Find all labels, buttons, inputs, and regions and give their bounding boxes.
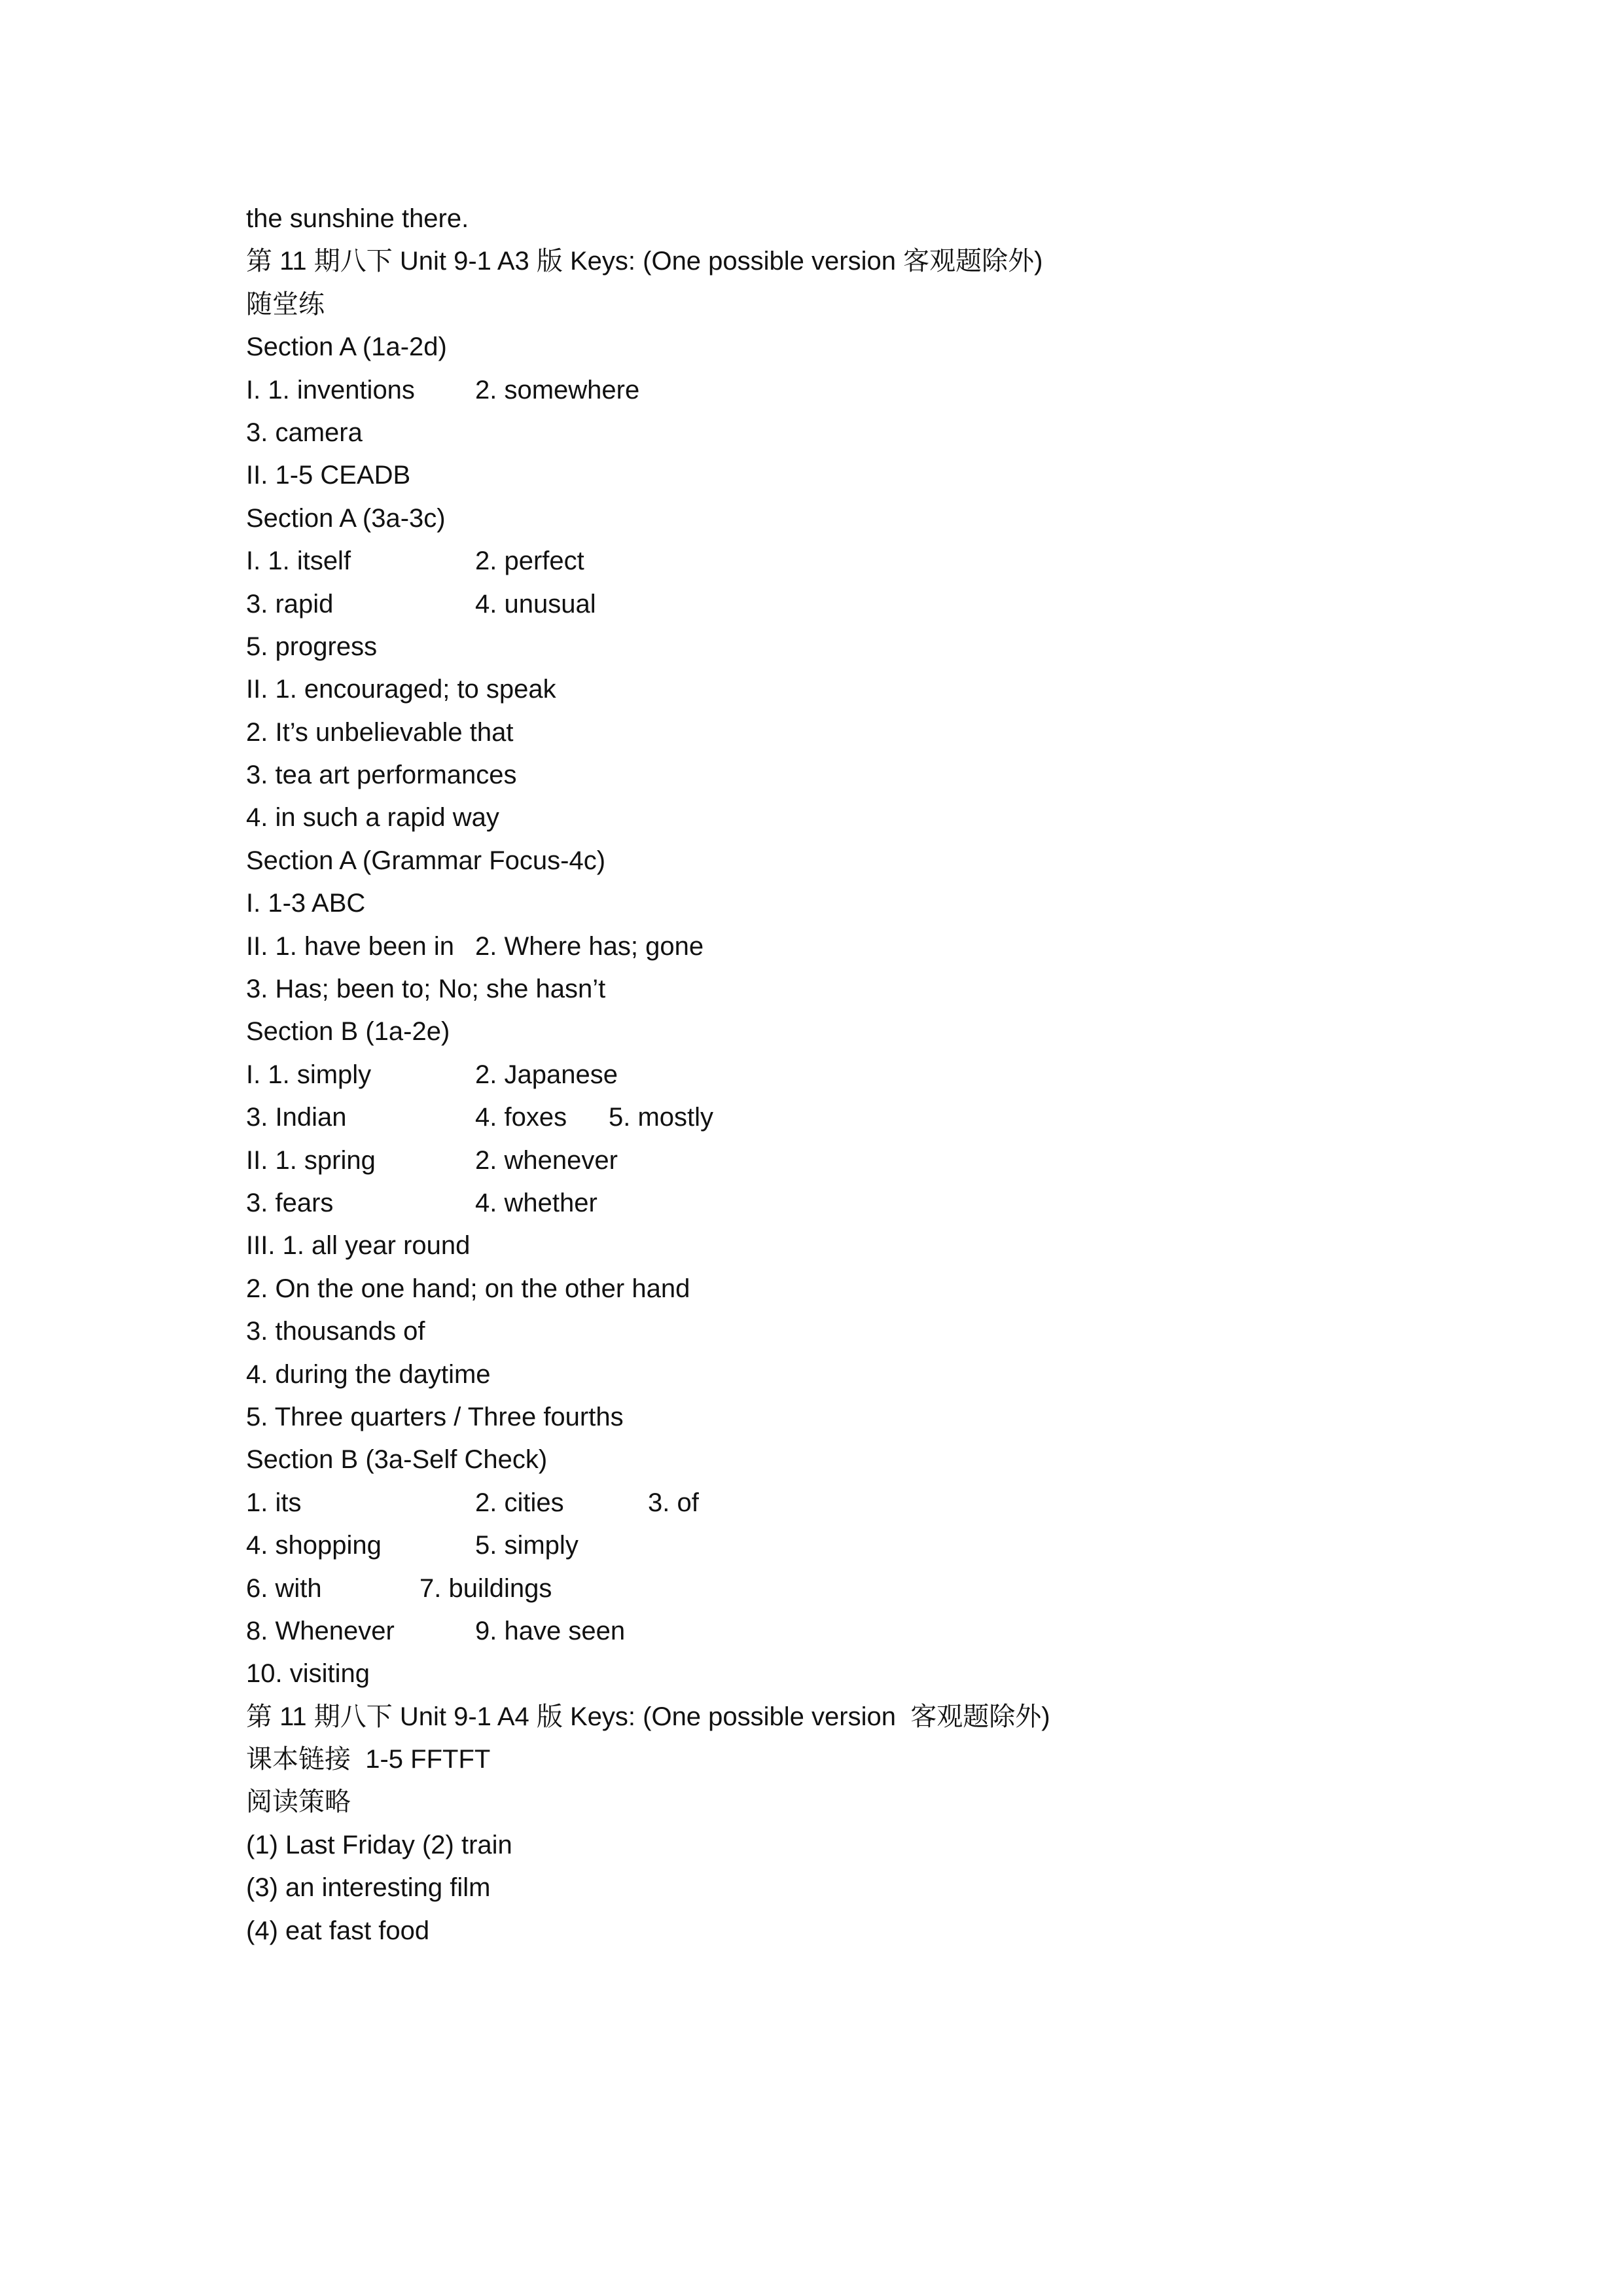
- text-line: [246, 968, 1489, 1011]
- line-text: II. 1. have been in: [246, 931, 455, 961]
- line-text: I. 1-3 ABC: [246, 889, 366, 918]
- text-line: [246, 1011, 1489, 1053]
- line-text: 4. in such a rapid way: [246, 803, 499, 833]
- text-line: [246, 797, 1489, 839]
- text-line: [246, 412, 1489, 454]
- line-text: 3. rapid: [246, 589, 334, 619]
- text-line: [246, 1225, 1489, 1267]
- line-text: 2. On the one hand; on the other hand: [246, 1274, 690, 1303]
- text-line: [246, 1781, 1489, 1823]
- line-text: 第 11 期八下 Unit 9-1 A4 版 Keys: (One possible version 客观题除外): [246, 1702, 1050, 1731]
- text-line: [246, 454, 1489, 497]
- line-text: 5. simply: [475, 1531, 579, 1560]
- line-text: 2. whenever: [475, 1145, 618, 1175]
- line-text: 第 11 期八下 Unit 9-1 A3 版 Keys: (One possible version 客观题除外): [246, 247, 1043, 276]
- text-line: [246, 1696, 1489, 1738]
- line-text: Section A (3a-3c): [246, 503, 446, 533]
- line-text: 3. thousands of: [246, 1317, 425, 1346]
- line-text: 2. It’s unbelievable that: [246, 717, 514, 747]
- line-text: 3. of: [648, 1488, 699, 1517]
- text-line: [246, 1396, 1489, 1439]
- text-line: [246, 1439, 1489, 1481]
- answer-key-text: [246, 198, 1489, 1952]
- text-line: [246, 1867, 1489, 1909]
- line-text: 7. buildings: [419, 1573, 552, 1603]
- line-text: 4. shopping: [246, 1531, 382, 1560]
- line-text: 2. perfect: [475, 547, 584, 576]
- line-text: 2. somewhere: [475, 375, 640, 404]
- text-line: [246, 240, 1489, 283]
- line-text: 3. fears: [246, 1188, 334, 1217]
- line-text: 2. cities: [475, 1488, 564, 1517]
- line-text: 9. have seen: [475, 1616, 626, 1645]
- text-line: [246, 1310, 1489, 1353]
- line-text: 5. progress: [246, 632, 378, 661]
- line-text: II. 1-5 CEADB: [246, 461, 411, 490]
- text-line: [246, 326, 1489, 368]
- line-text: I. 1. itself: [246, 547, 351, 576]
- text-line: [246, 1096, 1489, 1139]
- line-text: 随堂练: [246, 289, 325, 319]
- line-text: the sunshine there.: [246, 204, 469, 233]
- line-text: Section A (Grammar Focus-4c): [246, 846, 606, 875]
- line-text: 3. tea art performances: [246, 761, 517, 790]
- line-text: 4. during the daytime: [246, 1359, 491, 1389]
- text-line: [246, 1653, 1489, 1695]
- line-text: II. 1. spring: [246, 1145, 376, 1175]
- line-text: 阅读策略: [246, 1787, 351, 1817]
- line-text: Section A (1a-2d): [246, 332, 447, 362]
- line-text: 4. foxes: [475, 1103, 567, 1132]
- line-text: 5. Three quarters / Three fourths: [246, 1402, 624, 1431]
- text-line: [246, 1054, 1489, 1096]
- line-text: 4. unusual: [475, 589, 596, 619]
- line-text: 10. visiting: [246, 1659, 370, 1689]
- line-text: 2. Japanese: [475, 1060, 618, 1089]
- line-text: Section B (1a-2e): [246, 1017, 450, 1047]
- line-text: 6. with: [246, 1573, 322, 1603]
- text-line: [246, 1354, 1489, 1396]
- line-text: I. 1. inventions: [246, 375, 415, 404]
- line-text: 8. Whenever: [246, 1616, 395, 1645]
- text-line: [246, 1824, 1489, 1867]
- line-text: 3. camera: [246, 418, 363, 447]
- line-text: 4. whether: [475, 1188, 597, 1217]
- text-line: [246, 1910, 1489, 1952]
- text-line: [246, 283, 1489, 326]
- text-line: [246, 840, 1489, 882]
- line-text: (3) an interesting film: [246, 1873, 491, 1903]
- text-line: [246, 1268, 1489, 1310]
- text-line: [246, 925, 1489, 968]
- text-line: [246, 583, 1489, 626]
- line-text: (4) eat fast food: [246, 1916, 430, 1945]
- text-line: [246, 1524, 1489, 1567]
- text-line: [246, 540, 1489, 583]
- line-text: II. 1. encouraged; to speak: [246, 675, 556, 704]
- line-text: I. 1. simply: [246, 1060, 372, 1089]
- text-line: [246, 1568, 1489, 1610]
- text-line: [246, 668, 1489, 711]
- text-line: [246, 1139, 1489, 1182]
- line-text: 1. its: [246, 1488, 302, 1517]
- line-text: Section B (3a-Self Check): [246, 1445, 548, 1475]
- text-line: [246, 1182, 1489, 1225]
- line-text: 3. Indian: [246, 1103, 347, 1132]
- text-line: [246, 369, 1489, 412]
- text-line: [246, 1482, 1489, 1524]
- text-line: [246, 1610, 1489, 1653]
- text-line: [246, 882, 1489, 925]
- text-line: [246, 711, 1489, 754]
- text-line: [246, 626, 1489, 668]
- line-text: 5. mostly: [609, 1103, 714, 1132]
- line-text: 3. Has; been to; No; she hasn’t: [246, 975, 606, 1004]
- text-line: [246, 497, 1489, 540]
- line-text: (1) Last Friday (2) train: [246, 1830, 512, 1859]
- text-line: [246, 198, 1489, 240]
- line-text: 课本链接 1-5 FFTFT: [246, 1745, 491, 1774]
- line-text: III. 1. all year round: [246, 1231, 471, 1261]
- text-line: [246, 754, 1489, 797]
- line-text: 2. Where has; gone: [475, 931, 704, 961]
- text-line: [246, 1738, 1489, 1781]
